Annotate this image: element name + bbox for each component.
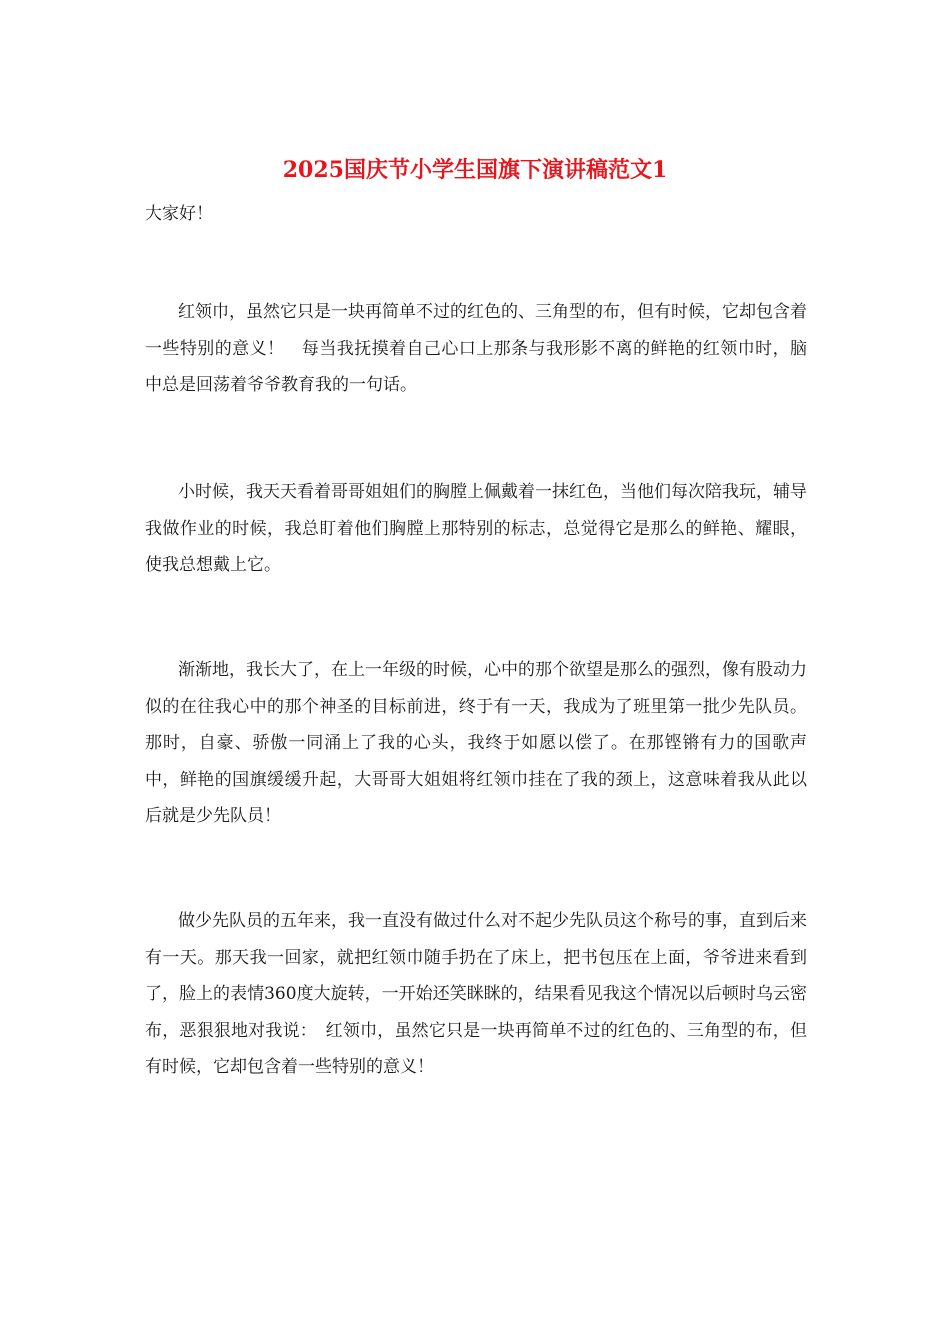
paragraph-3: 渐渐地，我长大了，在上一年级的时候，心中的那个欲望是那么的强烈，像有股动力似的在往我心中的那个神圣的目标前进，终于有一天，我成为了班里第一批少先队员。那时，自豪、骄傲一同涌上了我的心头，我终于如愿以偿了。在那铿锵有力的国歌声中，鲜艳的国旗缓缓升起，大哥哥大姐姐将红领巾挂在了我的颈上，这意味着我从此以后就是少先队员！ — [145, 660, 807, 826]
greeting-line: 大家好！ — [145, 204, 213, 224]
paragraph-1: 红领巾，虽然它只是一块再简单不过的红色的、三角型的布，但有时候，它却包含着一些特别的意义！ 每当我抚摸着自己心口上那条与我形影不离的鲜艳的红领巾时，脑中总是回荡着爷爷教育我的一句话。 — [145, 302, 807, 395]
document-title: 2025国庆节小学生国旗下演讲稿范文1 — [282, 157, 668, 183]
paragraph-2: 小时候，我天天看着哥哥姐姐们的胸膛上佩戴着一抹红色，当他们每次陪我玩，辅导我做作业的时候，我总盯着他们胸膛上那特别的标志，总觉得它是那么的鲜艳、耀眼，使我总想戴上它。 — [145, 482, 807, 575]
paragraph-4: 做少先队员的五年来，我一直没有做过什么对不起少先队员这个称号的事，直到后来有一天。那天我一回家，就把红领巾随手扔在了床上，把书包压在上面，爷爷进来看到了，脸上的表情360度大旋转，一开始还笑眯眯的，结果看见我这个情况以后顿时乌云密布，恶狠狠地对我说： 红领巾，虽然它只是一块再简单不过的红色的、三角型的布，但有时候，它却包含着一些特别的意义！ — [145, 911, 807, 1077]
